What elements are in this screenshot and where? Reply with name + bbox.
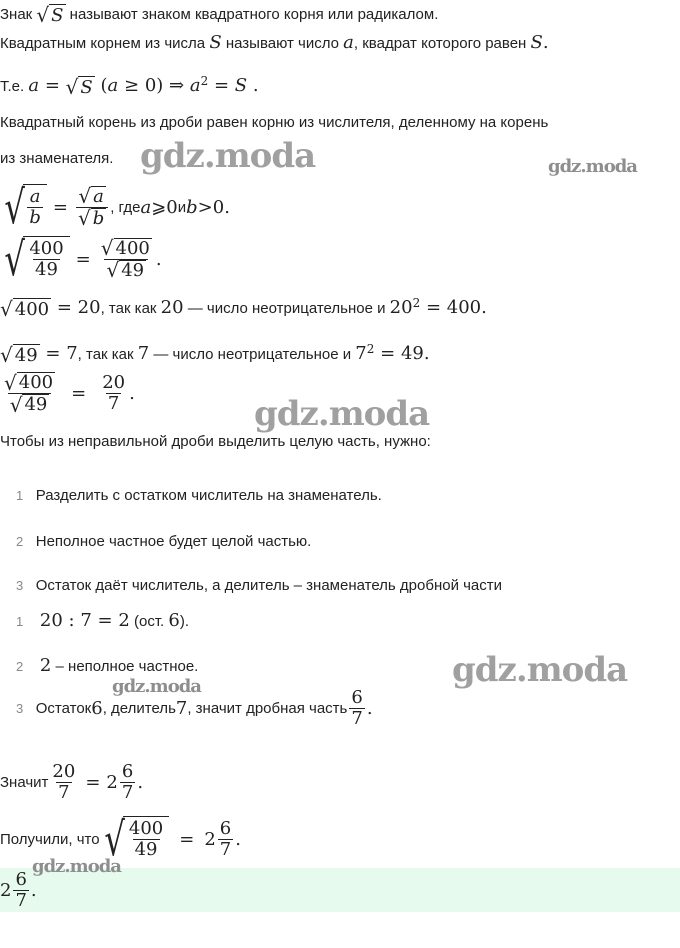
watermark-logo: gdz.moda — [254, 394, 430, 434]
sqrt-fraction-rule: √ $\frac{a}{b}$ = √ a √ b , где a ⩾ 0 и b > 0 . — [4, 180, 230, 234]
sqrt-49-line: √ 49 = 7, так как 7 — число неотрицательное и $7^2 = 49$. — [0, 342, 430, 368]
watermark-logo: gdz.moda — [548, 156, 637, 177]
watermark-logo: gdz.moda — [32, 856, 121, 877]
watermark-logo: gdz.moda — [452, 650, 628, 690]
text: называют знаком квадратного корня или радикалом. — [65, 5, 439, 23]
general-step-2: 2 Неполное частное будет целой частью. — [16, 533, 312, 550]
sqrt-400-line: √ 400 = 20, так как 20 — число неотрицательное и $20^2 = 400$. — [0, 296, 487, 322]
watermark-logo: gdz.moda — [112, 676, 201, 697]
general-step-1: 1 Разделить с остатком числитель на знаменатель. — [16, 487, 382, 504]
specific-step-3: 3 Остаток 6 , делитель 7 , значит дробная часть $\frac{6}{7}$ . — [16, 687, 373, 729]
specific-step-1: 1 20 : 7 = 2 (ост. 6). — [16, 610, 190, 631]
specific-step-2: 2 2 – неполное частное. — [16, 655, 199, 676]
radical-definition-line — [0, 4, 438, 26]
sqrt-definition-line: Квадратным корнем из числа S называют число a, квадрат которого равен S. — [0, 32, 549, 53]
sqrt-400-49-split: √ $\frac{400}{49}$ = √ 400 √ 49 . — [4, 232, 162, 286]
conclusion-final: Получили, что √ $\frac{400}{49}$ = 2 $\frac{6}{7}$ . — [0, 812, 241, 866]
conclusion-mixed: Значит $\frac{20}{7}$ = 2 $\frac{6}{7}$ . — [0, 761, 144, 803]
text: Знак — [0, 5, 37, 23]
fraction-rule-line: Квадратный корень из дроби равен корню из числителя, деленному на корень — [0, 114, 549, 131]
sqrt-ratio-result: √ 400 √ 49 = $\frac{20}{7}$ . — [4, 370, 135, 417]
fraction-rule-line-2: из знаменателя. — [0, 150, 114, 167]
mixed-number-intro: Чтобы из неправильной дроби выделить целую часть, нужно: — [0, 433, 431, 450]
formula-line: Т.е. a = √ S (a ≥ 0) ⇒ $a^2 = S$ . — [0, 74, 259, 100]
general-step-3: 3 Остаток даёт числитель, а делитель – знаменатель дробной части — [16, 577, 503, 594]
sqrt-S: √ S — [36, 3, 64, 27]
answer-value: 2 $\frac{6}{7}$ . — [0, 868, 37, 911]
watermark-logo: gdz.moda — [140, 136, 316, 176]
